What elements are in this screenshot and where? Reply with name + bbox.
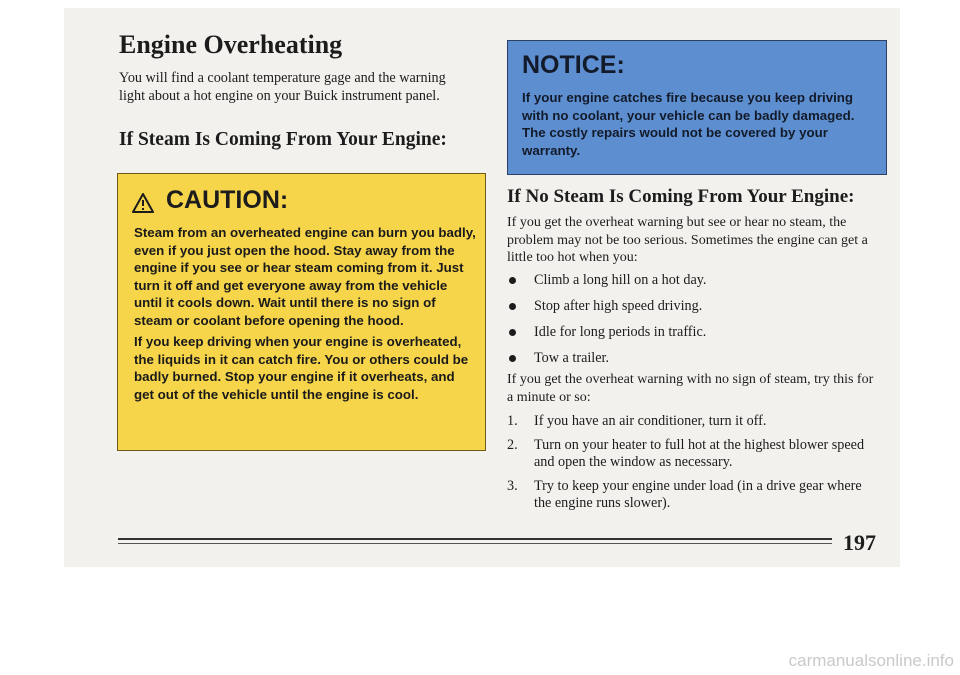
list-item: Stop after high speed driving. — [507, 297, 877, 323]
try-this-paragraph: If you get the overheat warning with no sign of steam, try this for a minute or so: — [507, 372, 874, 405]
step-item: 3. Try to keep your engine under load (in a drive gear where the engine runs slower). — [507, 477, 862, 511]
caution-paragraph-2: If you keep driving when your engine is overheated, the liquids in it can catch fire. You or others could be badly burned. Stop your engine if it overheats, and get out of the vehicle until the engine is cool. — [134, 334, 469, 402]
page-heading: Engine Overheating — [119, 30, 343, 59]
notice-title: NOTICE: — [522, 51, 625, 79]
step-item: 2. Turn on your heater to full hot at the highest blower speed and open the window as necessary. — [507, 436, 865, 470]
no-steam-paragraph: If you get the overheat warning but see or hear no steam, the problem may not be too serious. Sometimes the engine can get a little too hot when you: — [507, 215, 868, 265]
list-item: Climb a long hill on a hot day. — [507, 271, 877, 297]
steam-subheading: If Steam Is Coming From Your Engine: — [119, 129, 447, 150]
page-number: 197 — [843, 530, 876, 555]
watermark: carmanualsonline.info — [788, 651, 954, 670]
no-steam-subheading: If No Steam Is Coming From Your Engine: — [507, 186, 855, 207]
bullet-icon — [509, 277, 516, 284]
footer-rule-thin — [118, 543, 832, 544]
warning-triangle-icon — [132, 191, 154, 211]
conditions-list — [507, 271, 877, 375]
notice-box — [507, 40, 887, 175]
footer-rule — [118, 538, 832, 540]
caution-box — [117, 173, 486, 451]
bullet-icon — [509, 303, 516, 310]
list-item: Tow a trailer. — [507, 349, 877, 375]
steps-list — [507, 413, 879, 519]
bullet-icon — [509, 355, 516, 362]
caution-title — [132, 186, 288, 215]
step-item: 1. If you have an air conditioner, turn it off. — [507, 413, 767, 429]
caution-title-text: CAUTION: — [166, 186, 289, 214]
intro-paragraph: You will find a coolant temperature gage and the warning light about a hot engine on your Buick instrument panel. — [119, 70, 446, 104]
caution-paragraph-1: Steam from an overheated engine can burn you badly, even if you just open the hood. Stay away from the engine if you see or hear steam coming from it. Just turn it off and get everyone away from the vehicle until it cools down. Wait until there is no sign of steam or coolant before opening the hood. — [134, 225, 476, 328]
notice-body: If your engine catches fire because you keep driving with no coolant, your vehicle can be badly damaged. The costly repairs would not be covered by your warranty. — [522, 90, 855, 158]
caution-body — [134, 224, 476, 407]
list-item: Idle for long periods in traffic. — [507, 323, 877, 349]
bullet-icon — [509, 329, 516, 336]
